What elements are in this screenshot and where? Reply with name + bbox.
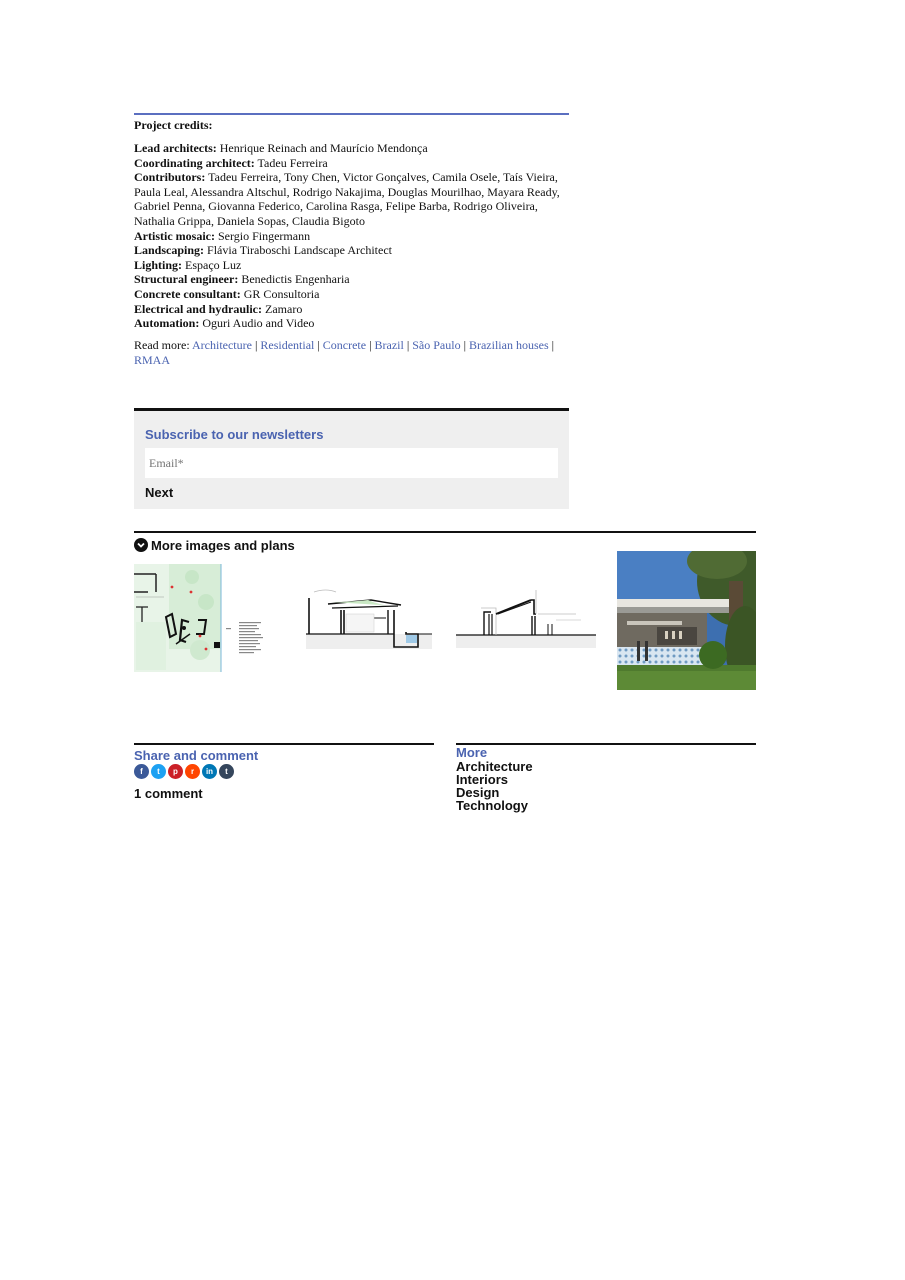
share-title: Share and comment: [134, 748, 259, 763]
credit-label: Electrical and hydraulic:: [134, 301, 262, 316]
credit-value: Oguri Audio and Video: [199, 316, 315, 331]
section-drawing: [306, 562, 432, 652]
gallery-thumbnail-section-1[interactable]: [306, 562, 432, 652]
share-divider: [134, 743, 434, 745]
facebook-icon[interactable]: f: [134, 764, 149, 779]
credit-line: [134, 287, 569, 302]
tag-link-concrete[interactable]: Concrete: [322, 337, 367, 352]
tag-link-sao-paulo[interactable]: São Paulo: [412, 337, 461, 352]
credits-divider: [134, 113, 569, 115]
gallery-thumbnail-section-2[interactable]: [456, 580, 596, 648]
comments-link[interactable]: 1 comment: [134, 786, 203, 801]
more-divider: [456, 743, 756, 745]
linkedin-icon[interactable]: in: [202, 764, 217, 779]
email-input[interactable]: [145, 448, 558, 478]
credit-value: GR Consultoria: [240, 286, 320, 301]
credit-value: Espaço Luz: [182, 257, 242, 272]
credit-label: Concrete consultant:: [134, 286, 241, 301]
credit-line: [134, 229, 569, 244]
credit-label: Contributors:: [134, 170, 206, 185]
twitter-icon[interactable]: t: [151, 764, 166, 779]
read-more: Read more: Architecture | Residential | Concrete | Brazil | São Paulo | Brazilian houses | RMAA: [134, 337, 555, 367]
gallery-title: More images and plans: [151, 537, 295, 553]
reddit-icon[interactable]: r: [185, 764, 200, 779]
house-photo: [617, 551, 756, 690]
site-plan-drawing: [134, 562, 279, 674]
tumblr-icon[interactable]: t: [219, 764, 234, 779]
section-drawing-2: [456, 580, 596, 648]
credit-line: [134, 258, 569, 273]
credit-label: Coordinating architect:: [134, 155, 255, 170]
credit-value: Benedictis Engenharia: [238, 272, 350, 287]
credit-label: Lighting:: [134, 257, 183, 272]
tag-link-residential[interactable]: Residential: [260, 337, 315, 352]
more-item-interiors[interactable]: Interiors: [456, 772, 509, 787]
gallery-thumbnail-photo[interactable]: [617, 551, 756, 690]
credit-value: Flávia Tiraboschi Landscape Architect: [204, 243, 392, 258]
more-item-design[interactable]: Design: [456, 785, 500, 800]
share-and-comment: [134, 743, 434, 801]
credit-line: [134, 243, 569, 258]
credits-heading: Project credits:: [134, 118, 213, 132]
more-section: [456, 743, 756, 812]
credit-value: Tadeu Ferreira: [254, 155, 328, 170]
more-item-architecture[interactable]: Architecture: [456, 759, 533, 774]
credit-label: Automation:: [134, 316, 200, 331]
gallery-divider: [134, 531, 756, 533]
more-title[interactable]: More: [456, 745, 488, 760]
credit-value: Henrique Reinach and Maurício Mendonça: [216, 141, 428, 155]
credit-label: Lead architects:: [134, 141, 217, 155]
tag-link-brazil[interactable]: Brazil: [374, 337, 404, 352]
credit-line: [134, 156, 569, 171]
credit-value: Zamaro: [262, 301, 303, 316]
credit-label: Artistic mosaic:: [134, 228, 215, 243]
newsletter-title: Subscribe to our newsletters: [145, 427, 324, 442]
credit-value: Tadeu Ferreira, Tony Chen, Victor Gonçalves, Camila Osele, Taís Vieira, Paula Leal, Alessandra Altschul, Rodrigo Nakajima, Douglas Mourilhao, Mayara Ready, Gabriel Penna, Giovanna Federico, Carolina Rasga, Felipe Barba, Rodrigo Oliveira, Nathalia Grippa, Daniela Sopas, Claudia Bigoto: [134, 170, 560, 228]
share-icons: [134, 764, 434, 779]
credit-label: Structural engineer:: [134, 272, 239, 287]
more-item-technology[interactable]: Technology: [456, 798, 528, 813]
pinterest-icon[interactable]: p: [168, 764, 183, 779]
credit-label: Landscaping:: [134, 243, 205, 258]
tag-link-brazilian-houses[interactable]: Brazilian houses: [468, 337, 549, 352]
credit-line: [134, 272, 569, 287]
newsletter-box: [134, 408, 569, 509]
project-credits: [134, 113, 569, 368]
credit-line: [134, 302, 569, 317]
next-button[interactable]: Next: [145, 485, 174, 500]
credits-list: [134, 141, 569, 331]
credit-value: Sergio Fingermann: [214, 228, 311, 243]
credit-line: [134, 141, 569, 156]
read-more-label: Read more:: [134, 337, 190, 352]
credit-line: [134, 316, 569, 331]
tag-link-rmaa[interactable]: RMAA: [134, 352, 171, 367]
tag-link-architecture[interactable]: Architecture: [192, 337, 252, 352]
gallery-thumbnail-site-plan[interactable]: [134, 562, 279, 674]
chevron-down-circle-icon: [134, 538, 148, 552]
credit-line: [134, 170, 569, 228]
